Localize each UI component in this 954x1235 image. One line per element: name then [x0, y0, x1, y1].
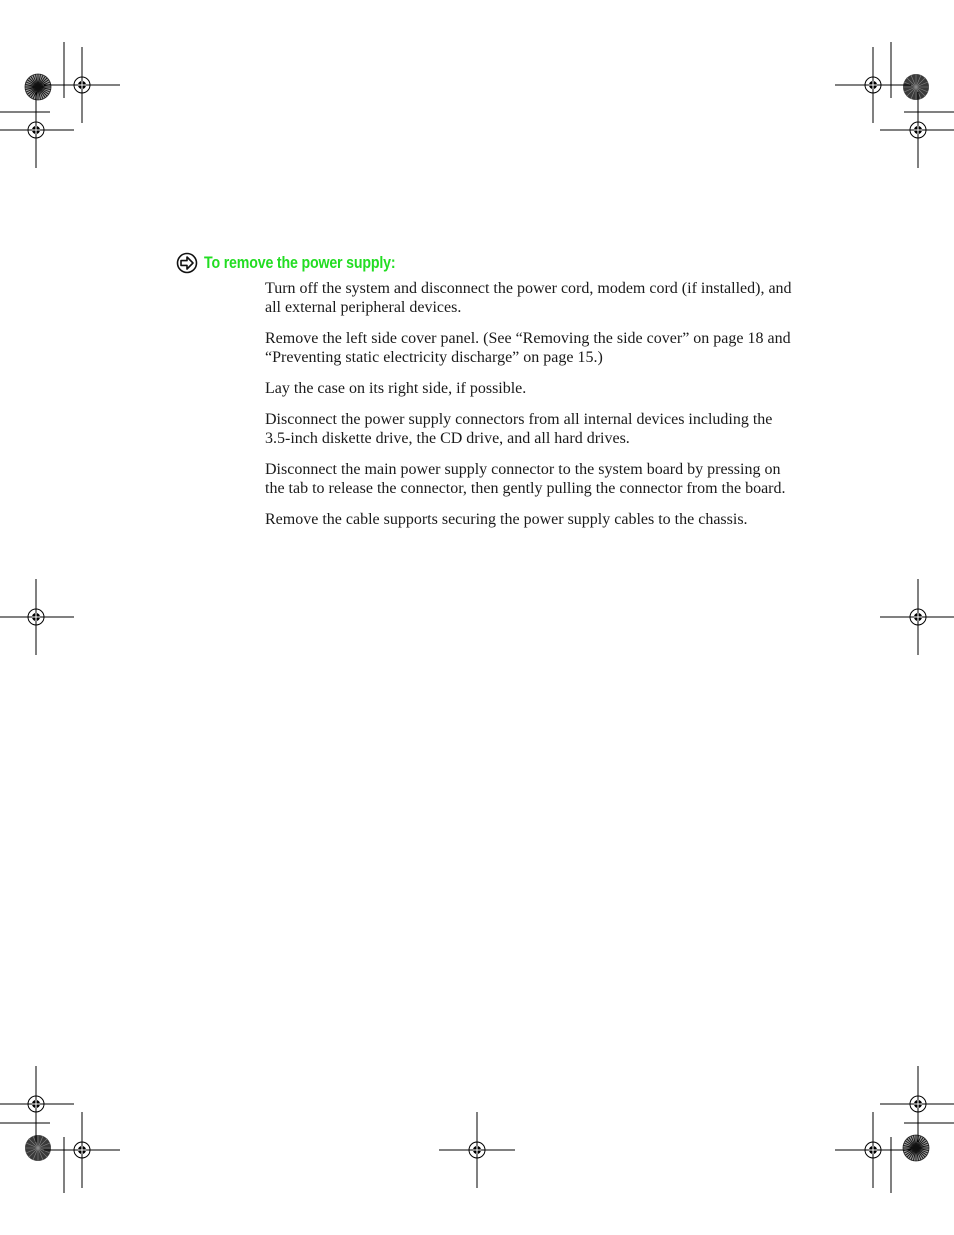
star-target-icon — [903, 74, 929, 100]
registration-mark-icon — [0, 1066, 74, 1142]
registration-mark-icon — [835, 1112, 911, 1188]
registration-mark-icon — [439, 1112, 515, 1188]
star-target-icon — [25, 74, 51, 100]
star-target-icon — [25, 1135, 51, 1161]
registration-mark-icon — [880, 1066, 954, 1142]
procedure-step: Remove the left side cover panel. (See “Removing the side cover” on page 18 and “Preventing static electricity discharge” on page 15.) — [265, 330, 791, 366]
registration-mark-icon — [880, 92, 954, 168]
registration-mark-icon — [0, 579, 74, 655]
registration-mark-icon — [44, 1112, 120, 1188]
procedure-steps — [265, 279, 795, 541]
registration-mark-icon — [835, 47, 911, 123]
procedure-step: Lay the case on its right side, if possible. — [265, 380, 527, 397]
procedure-heading — [176, 251, 427, 275]
registration-mark-icon — [0, 92, 74, 168]
procedure-heading-text: To remove the power supply: — [204, 253, 396, 272]
procedure-step: Turn off the system and disconnect the power cord, modem cord (if installed), and all external peripheral devices. — [265, 280, 792, 316]
registration-mark-icon — [880, 579, 954, 655]
arrow-right-icon — [176, 252, 198, 274]
procedure-step: Disconnect the power supply connectors from all internal devices including the 3.5-inch diskette drive, the CD drive, and all hard drives. — [265, 411, 773, 447]
procedure-step: Remove the cable supports securing the power supply cables to the chassis. — [265, 511, 748, 528]
procedure-step: Disconnect the main power supply connector to the system board by pressing on the tab to release the connector, then gently pulling the connector from the board. — [265, 461, 786, 497]
registration-mark-icon — [44, 47, 120, 123]
star-target-icon — [903, 1135, 929, 1161]
